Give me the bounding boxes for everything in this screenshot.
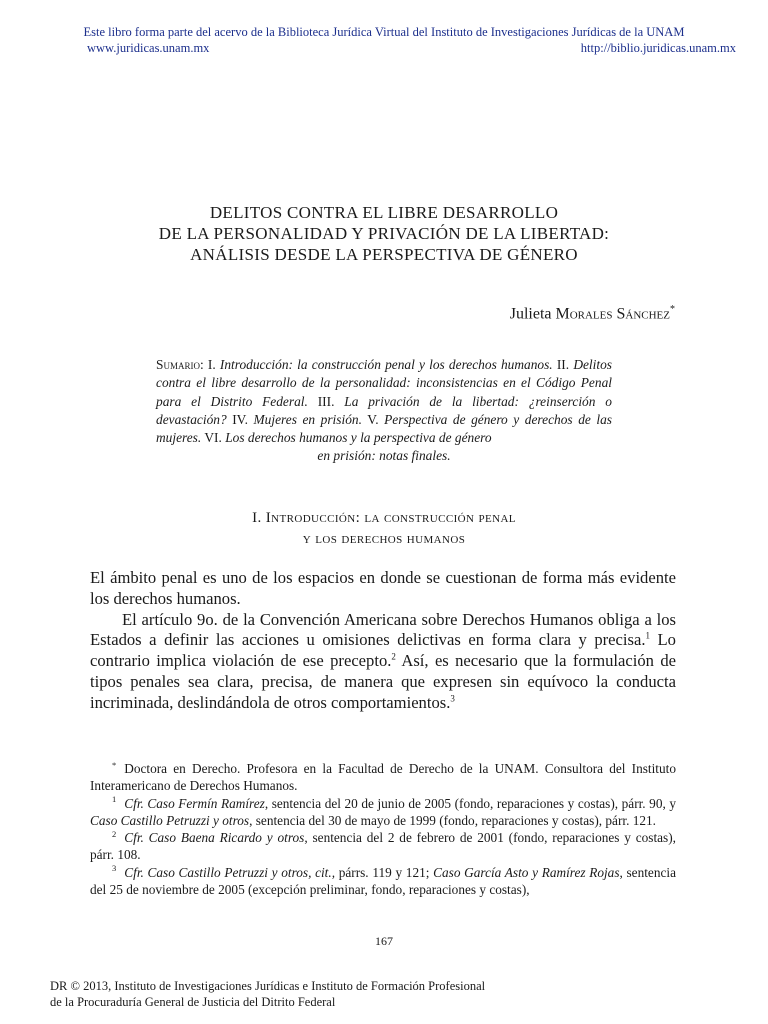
footnote-mark-3: 3 — [112, 863, 117, 874]
footnote-2-case: Cfr. Caso Baena Ricardo y otros — [124, 830, 305, 846]
footnote-1-case-2: Caso Castillo Petruzzi y otros — [90, 812, 250, 828]
banner-text: Este libro forma parte del acervo de la Biblioteca Jurídica Virtual del Instituto de Investigaciones Jurídicas de la UNAM — [83, 25, 685, 39]
body-paragraph-2 — [90, 610, 676, 714]
summary-num-iii: III. — [317, 393, 335, 409]
summary-num-v: V. — [367, 411, 379, 427]
footnote-1-text-1: , sentencia del 20 de junio de 2005 (fondo, reparaciones y costas), párr. 90, y — [264, 795, 677, 811]
body-paragraph-1: El ámbito penal es uno de los espacios en donde se cuestionan de forma más evidente los derechos humanos. — [90, 568, 676, 608]
author-first-name: Julieta — [509, 305, 552, 323]
footnote-3-text-1: párrs. 119 y 121; — [335, 864, 434, 880]
copyright-line-2: de la Procuraduría General de Justicia del Ditrito Federal — [50, 995, 336, 1009]
summary-item-ii: Delitos contra el libre desarrollo de la personalidad: inconsistencias en el Código Penal para el Distrito Federal. — [156, 357, 612, 409]
footnote-1-case-1: Cfr. Caso Fermín Ramírez — [124, 795, 265, 811]
author-name — [510, 300, 675, 324]
title-line-1: DELITOS CONTRA EL LIBRE DESARROLLO — [209, 203, 559, 222]
footnote-1-text-2: , sentencia del 30 de mayo de 1999 (fondo, reparaciones y costas), párr. 121. — [249, 812, 656, 828]
footnote-3-case-1: Cfr. Caso Castillo Petruzzi y otros, cit., — [124, 864, 336, 880]
body-p2-part-a: El artículo 9o. de la Convención Americana sobre Derechos Humanos obliga a los Estados a definir las acciones u omisiones delictivas en forma clara y precisa. — [90, 609, 676, 650]
footnote-3 — [90, 864, 676, 899]
summary-num-iv: IV. — [232, 411, 248, 427]
page-number: 167 — [375, 934, 393, 948]
section-heading-line-1: I. Introducción: la construcción penal — [252, 510, 516, 526]
body-text — [90, 568, 676, 714]
biblio-link[interactable]: http://biblio.juridicas.unam.mx — [580, 41, 736, 55]
juridicas-link[interactable]: www.juridicas.unam.mx — [87, 41, 210, 55]
section-heading — [0, 508, 768, 550]
summary-num-vi: VI. — [204, 430, 222, 446]
summary-item-i: Introducción: la construcción penal y los derechos humanos. — [219, 357, 553, 372]
footnote-3-text-2: , sentencia del 25 de noviembre de 2005 (excepción preliminar, fondo, reparaciones y costas), — [90, 864, 676, 898]
summary-item-iv: Mujeres en prisión. — [253, 411, 362, 427]
summary-heading: Sumario: — [156, 357, 204, 372]
title-line-2: DE LA PERSONALIDAD Y PRIVACIÓN DE LA LIBERTAD: — [158, 224, 610, 243]
summary-block — [156, 356, 612, 466]
summary-item-v: Perspectiva de género y derechos de las mujeres. — [156, 411, 613, 446]
chapter-title — [0, 202, 768, 265]
footnote-mark-2: 2 — [112, 828, 117, 839]
author-surname: Morales Sánchez — [555, 305, 670, 323]
summary-item-vi: Los derechos humanos y la perspectiva de género — [225, 430, 492, 446]
copyright-notice — [50, 978, 730, 1010]
summary-item-iii: La privación de la libertad: ¿reinserción o devastación? — [156, 393, 612, 427]
footnote-ref-1[interactable]: 1 — [645, 630, 650, 641]
body-p2-part-b: Lo contrario implica violación de ese precepto. — [90, 630, 676, 671]
body-p2-part-c: Así, es necesario que la formulación de tipos penales sea clara, precisa, de manera que expresen sin equívoco la conducta incriminada, deslindándola de otros comportamientos. — [90, 651, 676, 712]
footnote-2-text: , sentencia del 2 de febrero de 2001 (fondo, reparaciones y costas), párr. 108. — [90, 830, 676, 863]
footnote-1 — [90, 795, 676, 830]
footnote-3-case-2: Caso García Asto y Ramírez Rojas — [433, 864, 620, 880]
copyright-line-1: DR © 2013, Instituto de Investigaciones Jurídicas e Instituto de Formación Profesional — [50, 979, 486, 993]
banner-links — [0, 40, 768, 56]
footnotes — [90, 760, 676, 898]
footnote-mark-star: * — [112, 759, 117, 770]
section-heading-line-2: y los derechos humanos — [302, 531, 466, 547]
footnote-author — [90, 760, 676, 795]
title-line-3: ANÁLISIS DESDE LA PERSPECTIVA DE GÉNERO — [190, 245, 578, 264]
author-footnote-mark[interactable]: * — [670, 304, 675, 315]
footnote-ref-3[interactable]: 3 — [450, 693, 455, 704]
summary-num-i: I. — [207, 357, 216, 372]
footnote-author-text: Doctora en Derecho. Profesora en la Facultad de Derecho de la UNAM. Consultora del Instituto Interamericano de Derechos Humanos. — [90, 761, 676, 794]
footnote-2 — [90, 829, 676, 864]
footnote-mark-1: 1 — [112, 794, 117, 805]
summary-item-vi-end: en prisión: notas finales. — [317, 448, 451, 464]
summary-num-ii: II. — [556, 357, 570, 372]
library-banner — [0, 24, 768, 56]
footnote-ref-2[interactable]: 2 — [391, 651, 396, 662]
